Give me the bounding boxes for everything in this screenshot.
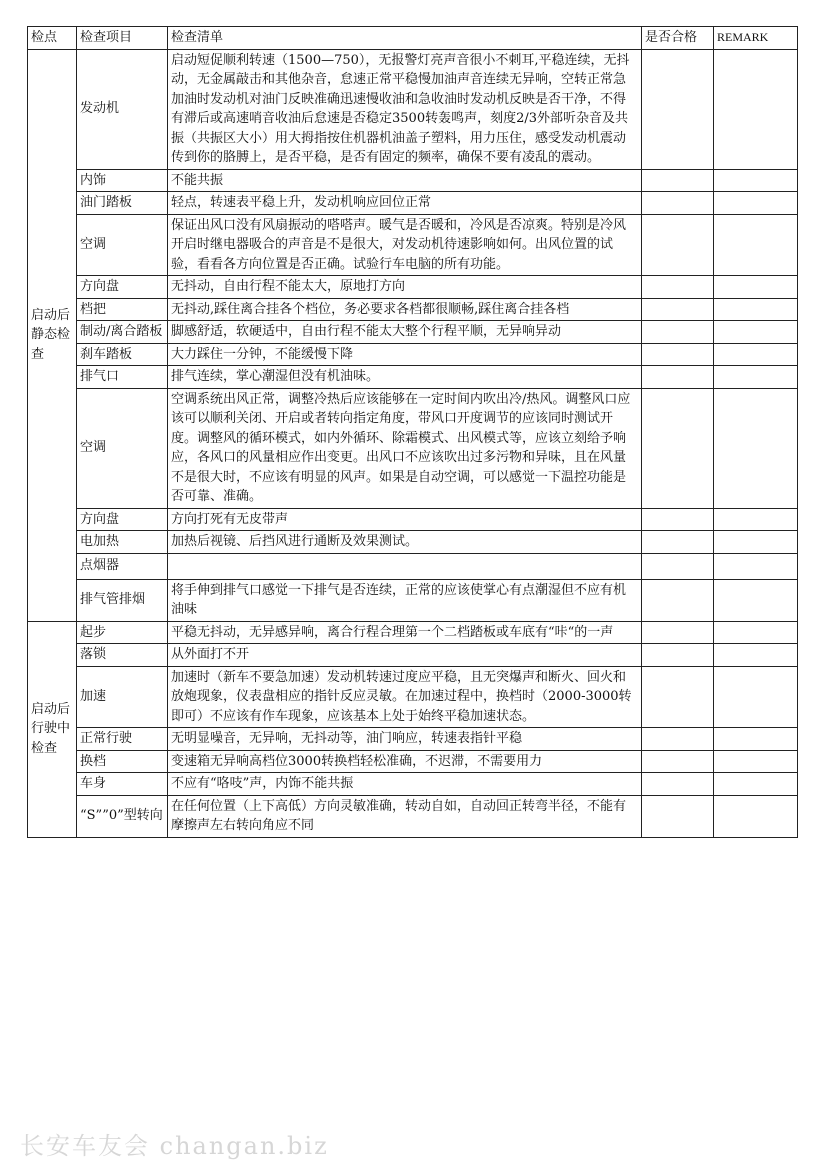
pass-cell[interactable] (642, 531, 714, 554)
header-remark: REMARK (714, 27, 798, 50)
item-name: 内饰 (77, 169, 168, 192)
item-detail: 从外面打不开 (168, 644, 642, 667)
pass-cell[interactable] (642, 773, 714, 796)
remark-cell[interactable] (714, 795, 798, 837)
item-detail: 方向打死有无皮带声 (168, 508, 642, 531)
remark-cell[interactable] (714, 644, 798, 667)
header-item: 检查项目 (77, 27, 168, 50)
pass-cell[interactable] (642, 343, 714, 366)
remark-cell[interactable] (714, 750, 798, 773)
table-row (28, 49, 798, 169)
header-point: 检点 (28, 27, 77, 50)
table-row (28, 366, 798, 389)
table-row (28, 750, 798, 773)
table-row (28, 666, 798, 728)
pass-cell[interactable] (642, 750, 714, 773)
item-detail: 无抖动,踩住离合挂各个档位，务必要求各档都很顺畅,踩住离合挂各档 (168, 298, 642, 321)
table-row (28, 343, 798, 366)
table-row (28, 644, 798, 667)
item-detail: 空调系统出风正常，调整冷热后应该能够在一定时间内吹出冷/热风。调整风口应该可以顺利关闭、开启或者转向指定角度，带风口开度调节的应该同时测试开度。调整风的循环模式，如内外循环、除霜模式、出风模式等，应该立刻给予响应，各风口的风量相应作出变更。出风口不应该吹出过多污物和异味，且在风量不是很大时，不应该有明显的风声。如果是自动空调，可以感觉一下温控功能是否可靠、准确。 (168, 388, 642, 508)
remark-cell[interactable] (714, 388, 798, 508)
item-name: 空调 (77, 214, 168, 276)
remark-cell[interactable] (714, 579, 798, 621)
remark-cell[interactable] (714, 169, 798, 192)
table-row (28, 579, 798, 621)
pass-cell[interactable] (642, 321, 714, 344)
remark-cell[interactable] (714, 192, 798, 215)
header-list: 检查清单 (168, 27, 642, 50)
pass-cell[interactable] (642, 298, 714, 321)
item-name: 油门踏板 (77, 192, 168, 215)
pass-cell[interactable] (642, 214, 714, 276)
item-detail: 大力踩住一分钟，不能缓慢下降 (168, 343, 642, 366)
item-name: 方向盘 (77, 276, 168, 299)
pass-cell[interactable] (642, 579, 714, 621)
header-pass: 是否合格 (642, 27, 714, 50)
table-row (28, 728, 798, 751)
table-row (28, 795, 798, 837)
remark-cell[interactable] (714, 298, 798, 321)
pass-cell[interactable] (642, 366, 714, 389)
item-name: 排气管排烟 (77, 579, 168, 621)
item-name: 电加热 (77, 531, 168, 554)
item-detail: 在任何位置（上下高低）方向灵敏准确，转动自如，自动回正转弯半径，不能有摩擦声左右转向角应不同 (168, 795, 642, 837)
remark-cell[interactable] (714, 321, 798, 344)
item-detail: 保证出风口没有风扇振动的嗒嗒声。暖气是否暖和，冷风是否凉爽。特别是冷风开启时继电器吸合的声音是不是很大，对发动机待速影响如何。出风位置的试验，看看各方向位置是否正确。试验行车电脑的所有功能。 (168, 214, 642, 276)
item-name: 排气口 (77, 366, 168, 389)
remark-cell[interactable] (714, 728, 798, 751)
table-row (28, 621, 798, 644)
watermark: 长安车友会 changan.biz (20, 1132, 329, 1160)
remark-cell[interactable] (714, 531, 798, 554)
pass-cell[interactable] (642, 49, 714, 169)
item-detail: 加速时（新车不要急加速）发动机转速过度应平稳，且无突爆声和断火、回火和放炮现象，仪表盘相应的指针反应灵敏。在加速过程中，换档时（2000-3000转即可）不应该有作车现象，应该基本上处于始终平稳加速状态。 (168, 666, 642, 728)
item-detail: 脚感舒适，软硬适中，自由行程不能太大整个行程平顺，无异响异动 (168, 321, 642, 344)
group-label: 启动后静态检查 (28, 49, 77, 621)
pass-cell[interactable] (642, 795, 714, 837)
item-name: 起步 (77, 621, 168, 644)
item-detail: 不能共振 (168, 169, 642, 192)
item-detail (168, 553, 642, 579)
table-row (28, 298, 798, 321)
item-name: 落锁 (77, 644, 168, 667)
item-name: 空调 (77, 388, 168, 508)
remark-cell[interactable] (714, 773, 798, 796)
item-detail: 加热后视镜、后挡风进行通断及效果测试。 (168, 531, 642, 554)
table-row (28, 214, 798, 276)
item-detail: 轻点，转速表平稳上升，发动机响应回位正常 (168, 192, 642, 215)
item-name: 方向盘 (77, 508, 168, 531)
item-name: 换档 (77, 750, 168, 773)
remark-cell[interactable] (714, 666, 798, 728)
remark-cell[interactable] (714, 276, 798, 299)
table-row (28, 192, 798, 215)
table-row (28, 508, 798, 531)
item-detail: 将手伸到排气口感觉一下排气是否连续，正常的应该使掌心有点潮湿但不应有机油味 (168, 579, 642, 621)
pass-cell[interactable] (642, 621, 714, 644)
item-detail: 变速箱无异响高档位3000转换档轻松准确，不迟滞，不需要用力 (168, 750, 642, 773)
pass-cell[interactable] (642, 276, 714, 299)
table-row (28, 773, 798, 796)
table-row (28, 553, 798, 579)
item-detail: 启动短促顺利转速（1500—750），无报警灯亮声音很小不刺耳,平稳连续，无抖动，无金属敲击和其他杂音，怠速正常平稳慢加油声音连续无异响，空转正常急加油时发动机对油门反映准确迅速慢收油和急收油时发动机反映是否干净，不得有滞后或高速哨音收油后怠速是否稳定3500转轰鸣声，刻度2/3外部听杂音及共振（共振区大小）用大拇指按住机器机油盖子塑料，用力压住，感受发动机震动传到你的胳膊上，是否平稳，是否有固定的频率，确保不要有凌乱的震动。 (168, 49, 642, 169)
pass-cell[interactable] (642, 553, 714, 579)
remark-cell[interactable] (714, 343, 798, 366)
remark-cell[interactable] (714, 621, 798, 644)
item-detail: 无抖动，自由行程不能太大，原地打方向 (168, 276, 642, 299)
remark-cell[interactable] (714, 508, 798, 531)
item-name: 车身 (77, 773, 168, 796)
item-name: 刹车踏板 (77, 343, 168, 366)
remark-cell[interactable] (714, 366, 798, 389)
pass-cell[interactable] (642, 388, 714, 508)
table-row (28, 321, 798, 344)
table-body (28, 49, 798, 837)
item-detail: 平稳无抖动，无异感异响，离合行程合理第一个二档踏板或车底有“咔“的一声 (168, 621, 642, 644)
item-name: 点烟器 (77, 553, 168, 579)
table-row (28, 276, 798, 299)
item-name: 加速 (77, 666, 168, 728)
header-row (28, 27, 798, 50)
pass-cell[interactable] (642, 644, 714, 667)
item-name: 档把 (77, 298, 168, 321)
remark-cell[interactable] (714, 553, 798, 579)
pass-cell[interactable] (642, 666, 714, 728)
item-name: “S””0”型转向 (77, 795, 168, 837)
item-detail: 排气连续，掌心潮湿但没有机油味。 (168, 366, 642, 389)
item-detail: 无明显噪音，无异响，无抖动等，油门响应，转速表指针平稳 (168, 728, 642, 751)
table-row (28, 388, 798, 508)
remark-cell[interactable] (714, 49, 798, 169)
item-name: 发动机 (77, 49, 168, 169)
table-row (28, 531, 798, 554)
item-name: 正常行驶 (77, 728, 168, 751)
pass-cell[interactable] (642, 508, 714, 531)
pass-cell[interactable] (642, 169, 714, 192)
remark-cell[interactable] (714, 214, 798, 276)
inspection-table (27, 26, 798, 838)
table-row (28, 169, 798, 192)
item-detail: 不应有“咯吱”声，内饰不能共振 (168, 773, 642, 796)
pass-cell[interactable] (642, 728, 714, 751)
item-name: 制动/离合踏板 (77, 321, 168, 344)
group-label: 启动后行驶中检查 (28, 621, 77, 837)
pass-cell[interactable] (642, 192, 714, 215)
